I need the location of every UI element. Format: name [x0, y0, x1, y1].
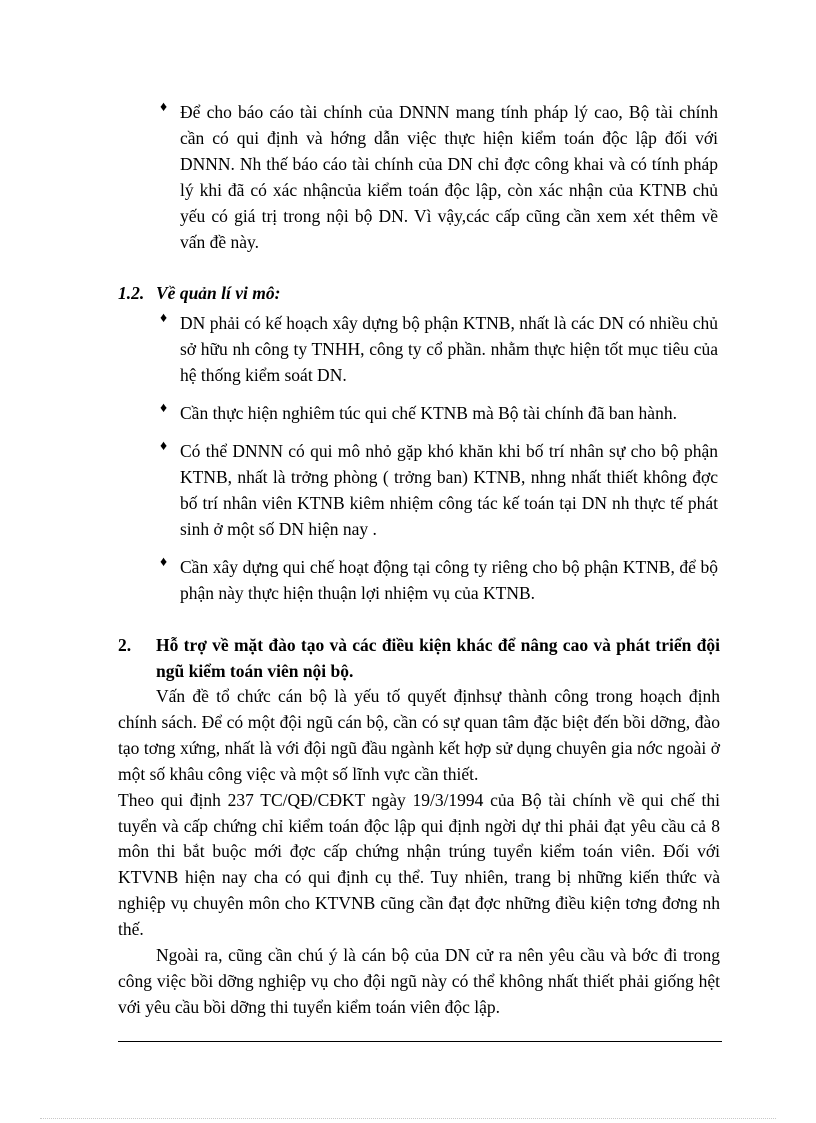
page-boundary-dotted-line: [40, 1118, 776, 1119]
section-title: Hỗ trợ về mặt đào tạo và các điều kiện khác để nâng cao và phát triển đội ngũ kiểm toán viên nội bộ.: [156, 635, 720, 681]
list-item: [160, 310, 718, 388]
diamond-bullet-icon: ♦: [160, 100, 168, 115]
section-number: 2.: [118, 635, 132, 655]
section-heading-2: [118, 632, 720, 684]
bullet-text: Để cho báo cáo tài chính của DNNN mang tính pháp lý cao, Bộ tài chính cần có qui định và hớng dẫn việc thực hiện kiểm toán độc lập đối với DNNN. Nh thế báo cáo tài chính của DN chỉ đợc công khai và có tính pháp lý khi đã có xác nhậncủa kiểm toán độc lập, còn xác nhận của KTNB chủ yếu có giá trị trong nội bộ DN. Vì vậy,các cấp cũng cần xem xét thêm về vấn đề này.: [180, 102, 718, 252]
list-item: [160, 99, 718, 255]
section-heading-1-2: [118, 280, 280, 306]
list-item: [160, 438, 718, 542]
list-item: [160, 400, 718, 426]
bullet-text: Cần thực hiện nghiêm túc qui chế KTNB mà Bộ tài chính đã ban hành.: [180, 403, 677, 423]
list-item: [160, 554, 718, 606]
diamond-bullet-icon: ♦: [160, 401, 168, 416]
bullet-text: DN phải có kế hoạch xây dựng bộ phận KTNB, nhất là các DN có nhiều chủ sở hữu nh công ty TNHH, công ty cổ phần. nhằm thực hiện tốt mục tiêu của hệ thống kiểm soát DN.: [180, 313, 718, 385]
section-title: Về quản lí vi mô:: [156, 283, 281, 303]
bullet-text: Cần xây dựng qui chế hoạt động tại công ty riêng cho bộ phận KTNB, để bộ phận này thực hiện thuận lợi nhiệm vụ của KTNB.: [180, 557, 718, 603]
diamond-bullet-icon: ♦: [160, 439, 168, 454]
paragraph: Ngoài ra, cũng cần chú ý là cán bộ của DN cử ra nên yêu cầu và bớc đi trong công việc bồi dỡng nghiệp vụ cho đội ngũ này có thể không nhất thiết phải giống hệt với yêu cầu bồi dỡng thi tuyển kiểm toán viên độc lập.: [118, 945, 720, 1017]
footer-divider: [118, 1041, 722, 1042]
paragraph: Vấn đề tổ chức cán bộ là yếu tố quyết địnhsự thành công trong hoạch định chính sách. Để có một đội ngũ cán bộ, cần có sự quan tâm đặc biệt đến bồi dỡng, đào tạo tơng xứng, nhất là với đội ngũ đầu ngành kết hợp sử dụng chuyên gia nớc ngoài ở một số khâu công việc và một số lĩnh vực cần thiết.: [118, 686, 720, 784]
paragraph: Theo qui định 237 TC/QĐ/CĐKT ngày 19/3/1994 của Bộ tài chính về qui chế thi tuyển và cấp chứng chỉ kiểm toán độc lập qui định ngời dự thi phải đạt yêu cầu cả 8 môn thi bắt buộc mới đợc cấp chứng nhận trúng tuyển kiểm toán viên. Đối với KTVNB hiện nay cha có qui định cụ thể. Tuy nhiên, trang bị những kiến thức và nghiệp vụ chuyên môn cho KTVNB cũng cần đạt đợc những điều kiện tơng đơng nh thế.: [118, 789, 720, 940]
section-2-body: [118, 684, 720, 1021]
diamond-bullet-icon: ♦: [160, 311, 168, 326]
section-number: 1.2.: [118, 283, 145, 303]
diamond-bullet-icon: ♦: [160, 555, 168, 570]
intro-bullet-list: [160, 99, 718, 255]
bullet-text: Có thể DNNN có qui mô nhỏ gặp khó khăn khi bố trí nhân sự cho bộ phận KTNB, nhất là trởng phòng ( trởng ban) KTNB, nhng nhất thiết không đợc bố trí nhân viên KTNB kiêm nhiệm công tác kế toán tại DN nh thực tế phát sinh ở một số DN hiện nay .: [180, 441, 718, 539]
micro-management-bullet-list: [160, 310, 718, 618]
